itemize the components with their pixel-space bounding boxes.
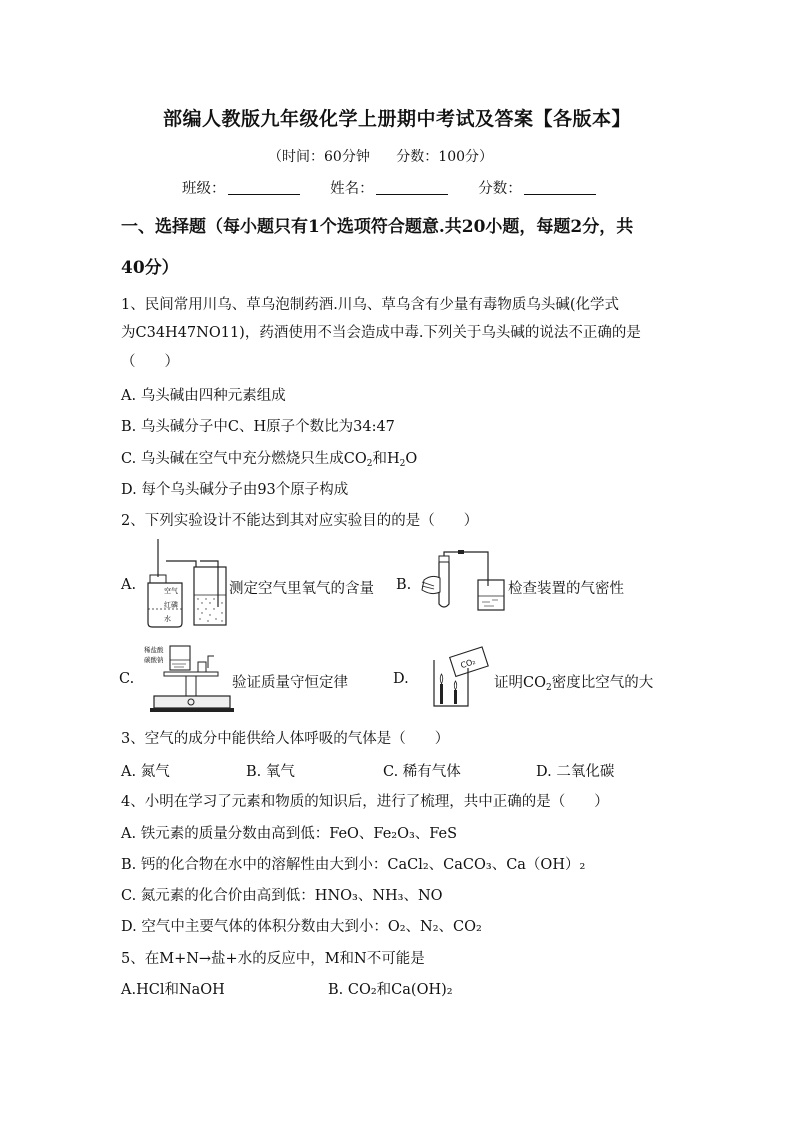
q3-option-a: A. 氮气 — [121, 764, 170, 780]
q2-option-b-text: 检查装置的气密性 — [508, 581, 624, 597]
mass-conservation-apparatus — [142, 644, 234, 714]
q1-answer-bracket: （ ） — [121, 354, 179, 370]
q2-option-c-text: 验证质量守恒定律 — [232, 675, 348, 691]
q3-option-b: B. 氧气 — [246, 764, 295, 780]
exam-time: （时间：60分钟 — [268, 149, 370, 165]
q2-option-b-letter: B. — [396, 577, 412, 593]
name-blank[interactable] — [376, 180, 448, 195]
fig-a-label-water: 水 — [164, 615, 171, 623]
q5-option-b: B. CO₂和Ca(OH)₂ — [328, 982, 453, 998]
q4-stem: 4、小明在学习了元素和物质的知识后，进行了梳理，共中正确的是（ ） — [121, 794, 609, 810]
q1-option-d: D. 每个乌头碱分子由93个原子构成 — [121, 482, 349, 498]
q4-option-c: C. 氮元素的化合价由高到低：HNO₃、NH₃、NO — [121, 888, 443, 904]
co2-density-apparatus — [424, 640, 490, 710]
q2-option-a-letter: A. — [121, 577, 137, 593]
name-field: 姓名： — [330, 177, 448, 198]
class-field: 班级： — [182, 177, 300, 198]
q4-option-a: A. 铁元素的质量分数由高到低：FeO、Fe₂O₃、FeS — [121, 826, 458, 842]
q1-stem: 1、民间常用川乌、草乌泡制药酒.川乌、草乌含有少量有毒物质乌头碱(化学式 — [121, 297, 619, 313]
q3-option-c: C. 稀有气体 — [383, 764, 461, 780]
q5-option-a: A.HCl和NaOH — [121, 982, 225, 998]
q5-stem: 5、在M+N→盐+水的反应中，M和N不可能是 — [121, 951, 425, 967]
page-title: 部编人教版九年级化学上册期中考试及答案【各版本】 — [162, 108, 631, 130]
q1-option-c: C. 乌头碱在空气中充分燃烧只生成$CO_2$和$H_2O$ — [121, 451, 418, 469]
q1-option-b: B. 乌头碱分子中C、H原子个数比为34:47 — [121, 419, 395, 435]
q1-option-a: A. 乌头碱由四种元素组成 — [121, 388, 286, 404]
oxygen-content-apparatus — [138, 537, 230, 629]
exam-score: 分数：100分） — [396, 149, 494, 165]
q2-option-d-letter: D. — [393, 671, 409, 687]
section-heading: 一、选择题（每小题只有1个选项符合题意.共20小题，每题2分，共 — [121, 217, 634, 237]
score-field: 分数： — [478, 177, 596, 198]
q4-option-d: D. 空气中主要气体的体积分数由大到小：O₂、N₂、CO₂ — [121, 919, 482, 935]
q3-option-d: D. 二氧化碳 — [536, 764, 615, 780]
fig-a-label-air: 空气 — [164, 587, 178, 595]
q4-option-b: B. 钙的化合物在水中的溶解性由大到小：CaCl₂、CaCO₃、Ca（OH）₂ — [121, 857, 586, 873]
fig-a-label-phosphorus: 红磷 — [164, 601, 178, 609]
q2-stem: 2、下列实验设计不能达到其对应实验目的的是（ ） — [121, 513, 479, 529]
exam-info — [268, 146, 493, 166]
airtightness-check-apparatus — [418, 550, 508, 618]
fig-c-label-acid: 稀盐酸 — [144, 646, 164, 654]
q2-option-c-letter: C. — [119, 671, 135, 687]
section-heading-cont: 40分） — [121, 258, 179, 278]
q2-option-a-text: 测定空气里氧气的含量 — [229, 581, 374, 597]
q2-option-d-text: 证明$CO_2$密度比空气的大 — [494, 675, 654, 693]
q1-stem-cont: 为C34H47NO11)，药酒使用不当会造成中毒.下列关于乌头碱的说法不正确的是 — [121, 325, 641, 341]
score-blank[interactable] — [524, 180, 596, 195]
student-fields — [182, 177, 622, 198]
class-blank[interactable] — [228, 180, 300, 195]
fig-c-label-carbonate: 碳酸钠 — [144, 656, 164, 664]
q3-stem: 3、空气的成分中能供给人体呼吸的气体是（ ） — [121, 731, 450, 747]
fig-d-label-co2: CO₂ — [459, 656, 477, 671]
